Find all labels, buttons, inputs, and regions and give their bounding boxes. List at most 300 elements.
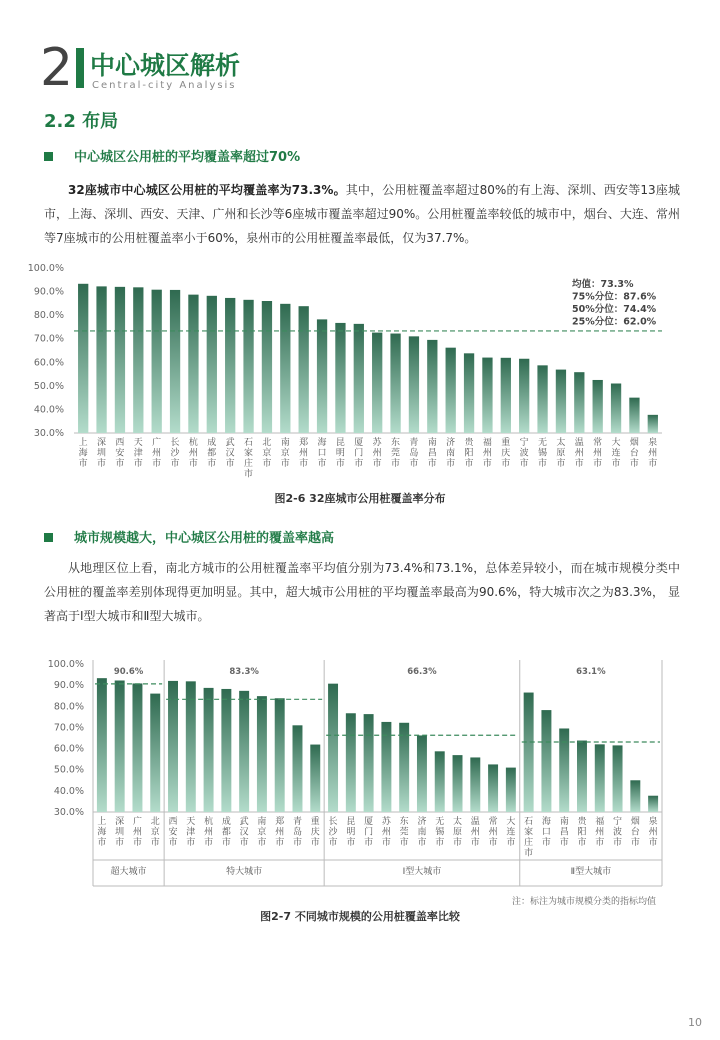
chart2-ytick-label: 100.0%: [47, 659, 84, 670]
chart2-ytick-label: 90.0%: [53, 680, 84, 692]
chart2-bar: [613, 745, 623, 812]
chart2-category-label-char: 口: [541, 827, 551, 838]
chart2-bar: [346, 713, 356, 812]
chart2-category-label-char: 西: [168, 817, 178, 827]
chart2-category-label-char: 市: [381, 838, 391, 848]
chart1-bar: [556, 370, 566, 433]
chart1-category-label-char: 西: [115, 438, 125, 448]
chart2-bar: [97, 678, 107, 812]
chart1-category-label-char: 汉: [225, 448, 235, 459]
chart2-category-label-char: 天: [186, 817, 196, 827]
chart1-category-label-char: 市: [280, 459, 290, 469]
chart1-category-label-char: 市: [372, 459, 382, 469]
chart2-ytick-label: 70.0%: [53, 722, 84, 734]
chart2-category-label-char: 都: [221, 827, 231, 838]
chart1-bar: [611, 384, 621, 434]
chart1-category-label-char: 贵: [464, 438, 474, 448]
chart1-bar: [152, 290, 162, 433]
chart1-category-label-char: 宁: [519, 438, 529, 448]
chart2-category-label-char: 市: [595, 838, 605, 848]
chart2-category-label-char: 海: [97, 827, 107, 838]
chart2-category-label-char: 安: [168, 827, 178, 838]
chart2-bar: [310, 745, 320, 812]
chart2-category-label-char: 无: [435, 817, 445, 827]
chart1-bar: [519, 359, 529, 433]
chart2-category-label-char: 波: [613, 827, 623, 838]
chart2-category-label-char: 市: [310, 838, 320, 848]
chart2-category-label-char: 市: [150, 838, 160, 848]
chart2-category-label-char: 大: [506, 817, 516, 827]
chart2-category-label-char: 家: [524, 827, 534, 838]
chart2-category-label-char: 广: [132, 817, 142, 827]
chart2-category-label-char: 州: [470, 827, 480, 838]
chart2-bar: [186, 681, 196, 812]
chart1-bar: [482, 358, 492, 433]
chart2-bar: [435, 751, 445, 812]
chart1-bar: [501, 358, 511, 433]
chart2-category-label-char: 市: [328, 838, 338, 848]
chart1-category-label-char: 市: [78, 459, 88, 469]
chart1-category-label-char: 津: [133, 448, 143, 459]
chart1-category-label-char: 阳: [464, 448, 474, 459]
chart-coverage-distribution: [0, 255, 720, 487]
chart2-category-label-char: 成: [221, 817, 231, 827]
chart2-bar: [470, 757, 480, 812]
chart2-bar: [115, 680, 125, 812]
chart2-category-label-char: 圳: [115, 827, 125, 838]
chart1-category-label-char: 口: [317, 448, 327, 459]
chart2-category-label-char: 庄: [524, 838, 534, 848]
chart2-category-label-char: 重: [310, 817, 320, 827]
chart2-category-label-char: 市: [292, 838, 302, 848]
chart1-category-label-char: 市: [501, 459, 511, 469]
chart1-category-label-char: 市: [446, 459, 456, 469]
chart2-category-label-char: 门: [364, 827, 374, 838]
chart1-category-label-char: 广: [152, 438, 162, 448]
chart2-ytick-label: 40.0%: [53, 785, 84, 797]
chart1-bar: [372, 333, 382, 433]
block1-paragraph: [44, 178, 680, 250]
chart2-ytick-label: 50.0%: [53, 764, 84, 776]
chart1-bar: [427, 340, 437, 433]
chart2-category-label-char: 州: [595, 827, 605, 838]
chart2-category-label-char: 市: [488, 838, 498, 848]
chart2-category-label-char: 津: [186, 827, 196, 838]
chart1-category-label-char: 市: [611, 459, 621, 469]
chart2-category-label-char: 市: [399, 838, 409, 848]
chart2-category-label-char: 市: [257, 838, 267, 848]
chart1-category-label-char: 州: [593, 448, 603, 459]
chart1-category-label-char: 市: [538, 459, 548, 469]
chart2-category-label-char: 温: [470, 817, 480, 827]
chart2-bar: [506, 768, 516, 812]
chart1-category-label-char: 郑: [299, 438, 309, 448]
chart1-bar: [574, 372, 584, 433]
chart2-category-label-char: 长: [328, 817, 338, 827]
chart2-category-label-char: 市: [417, 838, 427, 848]
chart2-category-label-char: 市: [364, 838, 374, 848]
chart2-bar: [595, 744, 605, 812]
chart2-group-label: Ⅱ型大城市: [570, 867, 612, 877]
chart2-group-mean-label: 90.6%: [113, 667, 144, 677]
chart2-category-label-char: 州: [132, 827, 142, 838]
chart2-category-label-char: 阳: [577, 827, 587, 838]
chart1-stat-label: 75%分位：87.6%: [572, 291, 657, 303]
chart1-bar: [96, 286, 106, 433]
chart2-group-label: 超大城市: [110, 867, 147, 877]
chart1-category-label-char: 石: [244, 438, 254, 448]
chart1-category-label-char: 重: [501, 438, 511, 448]
chart2-category-label-char: 市: [97, 838, 107, 848]
chart1-bar: [188, 295, 198, 433]
chart2-caption: 图2-7 不同城市规模的公用桩覆盖率比较: [260, 910, 460, 923]
chart2-group-label: 特大城市: [226, 867, 263, 877]
chart2-bar: [328, 684, 338, 812]
chart1-stat-label: 25%分位：62.0%: [572, 316, 657, 328]
chart1-category-label-char: 安: [115, 448, 125, 459]
chart1-category-label-char: 庄: [244, 459, 254, 469]
chart2-category-label-char: 昌: [559, 827, 569, 838]
chart1-category-label-char: 无: [538, 438, 548, 448]
section-number: 2: [40, 38, 74, 98]
chart1-bar: [170, 290, 180, 433]
chart1-bar: [409, 336, 419, 433]
chart1-category-label-char: 市: [133, 459, 143, 469]
chart1-ytick-label: 50.0%: [33, 380, 64, 392]
chart2-category-label-char: 台: [630, 827, 640, 838]
chart-coverage-by-city-scale: [0, 650, 720, 890]
chart2-bar: [541, 710, 551, 812]
chart1-bar: [225, 298, 235, 433]
chart1-bar: [354, 324, 364, 433]
chart1-category-label-char: 门: [354, 448, 364, 459]
chart1-category-label-char: 市: [225, 459, 235, 469]
chart2-bar: [559, 728, 569, 812]
chart1-category-label-char: 原: [556, 448, 566, 459]
chart2-category-label-char: 岛: [292, 827, 302, 838]
chart1-category-label-char: 州: [372, 448, 382, 459]
chart2-category-label-char: 石: [524, 817, 534, 827]
chart2-bar: [488, 764, 498, 812]
chart2-category-label-char: 明: [346, 827, 356, 838]
chart2-bar: [399, 723, 409, 812]
chart1-bar: [464, 353, 474, 433]
chart1-category-label-char: 京: [262, 448, 272, 459]
chart2-category-label-char: 州: [275, 827, 285, 838]
chart1-category-label-char: 市: [152, 459, 162, 469]
chart2-category-label-char: 市: [630, 838, 640, 848]
chart2-category-label-char: 市: [239, 838, 249, 848]
chart2-ytick-label: 30.0%: [53, 807, 84, 818]
chart1-category-label-char: 南: [446, 448, 456, 459]
chart2-category-label-char: 市: [506, 838, 516, 848]
chart2-category-label-char: 市: [435, 838, 445, 848]
chart1-bar: [262, 301, 272, 433]
chart1-category-label-char: 明: [335, 448, 345, 459]
chart1-category-label-char: 市: [648, 459, 658, 469]
chart1-category-label-char: 长: [170, 438, 180, 448]
chart1-category-label-char: 家: [244, 448, 254, 459]
bullet-icon: [44, 533, 53, 542]
chart2-category-label-char: 市: [577, 838, 587, 848]
chart1-category-label-char: 温: [574, 438, 584, 448]
chart1-category-label-char: 庆: [501, 448, 511, 459]
chart1-bar: [133, 287, 143, 433]
subsection-title: 2.2 布局: [44, 111, 119, 132]
chart1-category-label-char: 市: [317, 459, 327, 469]
chart2-bar: [453, 755, 463, 812]
chart2-category-label-char: 武: [239, 817, 249, 827]
chart2-category-label-char: 烟: [630, 817, 640, 827]
chart1-ytick-label: 70.0%: [33, 333, 64, 345]
chart1-category-label-char: 市: [482, 459, 492, 469]
chart1-bar: [207, 296, 217, 433]
block1-heading: 中心城区公用桩的平均覆盖率超过70%: [74, 150, 301, 165]
chart1-category-label-char: 泉: [648, 438, 658, 448]
chart2-bar: [150, 694, 160, 812]
chart1-category-label-char: 京: [280, 448, 290, 459]
chart1-stat-label: 50%分位：74.4%: [572, 304, 657, 315]
chart2-category-label-char: 市: [168, 838, 178, 848]
chart1-bar: [78, 284, 88, 433]
chart2-category-label-char: 市: [648, 838, 658, 848]
chart2-category-label-char: 州: [381, 827, 391, 838]
chart2-ytick-label: 80.0%: [53, 701, 84, 713]
chart1-category-label-char: 市: [519, 459, 529, 469]
chart2-ytick-label: 60.0%: [53, 743, 84, 755]
chart1-bar: [299, 306, 309, 433]
chart2-category-label-char: 庆: [310, 827, 320, 838]
bullet-icon: [44, 152, 53, 161]
chart2-category-label-char: 京: [150, 827, 160, 838]
chart1-category-label-char: 市: [574, 459, 584, 469]
chart1-category-label-char: 市: [262, 459, 272, 469]
block2-heading: 城市规模越大，中心城区公用桩的覆盖率越高: [74, 531, 335, 546]
block1-paragraph-rest: 其中，公用桩覆盖率超过80%的有上海、深圳、西安等13座城市，上海、深圳、西安、天津、广州和长沙等6座城市覆盖率超过90%。公用桩覆盖率较低的城市中，烟台、大连、常州等7座城市的公用桩覆盖率小于60%，泉州市的公用桩覆盖率最低，仅为37.7%。: [44, 183, 680, 245]
chart1-category-label-char: 东: [391, 438, 401, 448]
chart2-category-label-char: 上: [97, 817, 107, 827]
chart1-ytick-label: 80.0%: [33, 310, 64, 322]
chart2-group-mean-label: 66.3%: [407, 667, 437, 677]
chart1-category-label-char: 市: [629, 459, 639, 469]
chart2-category-label-char: 市: [221, 838, 231, 848]
chart2-category-label-char: 福: [595, 817, 605, 827]
chart2-category-label-char: 常: [488, 817, 498, 827]
chart2-category-label-char: 宁: [613, 817, 623, 827]
chart2-category-label-char: 南: [559, 817, 569, 827]
chart2-category-label-char: 海: [541, 817, 551, 827]
chart1-bar: [537, 365, 547, 433]
chart1-bar: [390, 334, 400, 433]
block2-paragraph: 从地理区位上看，南北方城市的公用桩覆盖率平均值分别为73.4%和73.1%，总体差异较小，而在城市规模分类中公用桩的覆盖率差别体现得更加明显。其中，超大城市公用桩的平均覆盖率最高为90.6%，特大城市次之为83.3%， 显著高于Ⅰ型大城市和Ⅱ型大城市。: [44, 561, 680, 623]
chart2-bar: [364, 714, 374, 812]
chart1-category-label-char: 州: [648, 448, 658, 459]
chart1-category-label-char: 海: [78, 448, 88, 459]
chart2-bar: [204, 688, 214, 812]
chart1-category-label-char: 市: [391, 459, 401, 469]
chart1-category-label-char: 沙: [170, 448, 180, 459]
chart2-bar: [417, 735, 427, 812]
chart1-category-label-char: 市: [335, 459, 345, 469]
chart1-category-label-char: 青: [409, 438, 419, 448]
chart1-bar: [335, 323, 345, 433]
section-title: 中心城区解析: [90, 51, 241, 80]
chart2-category-label-char: 市: [204, 838, 214, 848]
chart2-category-label-char: 锡: [435, 827, 445, 838]
chart1-category-label-char: 市: [354, 459, 364, 469]
chart1-category-label-char: 州: [188, 448, 198, 459]
chart2-category-label-char: 深: [115, 817, 125, 827]
chart2-category-label-char: 京: [257, 827, 267, 838]
chart2-category-label-char: 济: [417, 817, 427, 827]
chart2-bar: [168, 681, 178, 812]
chart2-category-label-char: 市: [346, 838, 356, 848]
section-subtitle: Central-city Analysis: [92, 80, 237, 91]
chart1-bar: [280, 304, 290, 433]
chart2-category-label-char: 青: [292, 817, 302, 827]
chart1-category-label-char: 深: [97, 438, 107, 448]
chart1-category-label-char: 市: [593, 459, 603, 469]
chart1-ytick-label: 60.0%: [33, 357, 64, 369]
chart1-category-label-char: 波: [519, 448, 529, 459]
chart2-category-label-char: 贵: [577, 817, 587, 827]
page-number: 10: [688, 1016, 702, 1029]
chart1-category-label-char: 都: [207, 448, 217, 459]
chart1-category-label-char: 市: [170, 459, 180, 469]
chart2-category-label-char: 北: [150, 817, 160, 827]
chart2-bar: [630, 780, 640, 812]
chart1-category-label-char: 上: [78, 438, 88, 448]
chart2-category-label-char: 市: [524, 848, 534, 859]
chart1-caption: 图2-6 32座城市公用桩覆盖率分布: [274, 492, 446, 505]
chart2-category-label-char: 市: [186, 838, 196, 848]
chart2-bar: [524, 693, 534, 812]
chart1-category-label-char: 海: [317, 438, 327, 448]
chart2-category-label-char: 州: [488, 827, 498, 838]
chart1-category-label-char: 杭: [188, 438, 198, 448]
chart2-category-label-char: 南: [257, 817, 267, 827]
chart1-category-label-char: 市: [97, 459, 107, 469]
chart2-category-label-char: 连: [506, 827, 516, 838]
chart2-bar: [257, 696, 267, 812]
chart2-category-label-char: 市: [453, 838, 463, 848]
chart2-bar: [293, 725, 303, 812]
chart1-category-label-char: 苏: [372, 438, 382, 448]
chart1-category-label-char: 昌: [427, 448, 437, 459]
chart2-category-label-char: 杭: [204, 817, 214, 827]
chart1-stat-label: 均值：73.3%: [572, 279, 634, 290]
chart1-category-label-char: 武: [225, 438, 235, 448]
chart1-category-label-char: 市: [188, 459, 198, 469]
chart1-bar: [243, 300, 253, 433]
chart1-category-label-char: 烟: [629, 438, 639, 448]
chart2-category-label-char: 苏: [381, 817, 391, 827]
chart2-category-label-char: 汉: [239, 827, 249, 838]
chart2-category-label-char: 沙: [328, 827, 338, 838]
chart2-category-label-char: 州: [204, 827, 214, 838]
chart2-note: 注：标注为城市规模分类的指标均值: [512, 897, 657, 907]
chart2-category-label-char: 东: [399, 817, 409, 827]
chart1-category-label-char: 州: [574, 448, 584, 459]
chart2-bar: [275, 698, 285, 812]
chart2-category-label-char: 市: [132, 838, 142, 848]
chart1-category-label-char: 常: [593, 438, 603, 448]
chart2-bar: [239, 691, 249, 812]
chart1-category-label-char: 大: [611, 438, 621, 448]
chart1-bar: [446, 348, 456, 433]
chart2-bar: [221, 689, 231, 812]
chart2-bar: [648, 796, 658, 812]
chart2-category-label-char: 太: [453, 817, 463, 827]
chart1-bar: [115, 287, 125, 433]
chart2-category-label-char: 莞: [399, 827, 409, 838]
chart2-category-label-char: 南: [417, 827, 427, 838]
chart1-bar: [648, 415, 658, 433]
chart1-category-label-char: 市: [427, 459, 437, 469]
chart2-category-label-char: 市: [559, 838, 569, 848]
chart1-category-label-char: 台: [629, 448, 639, 459]
chart2-category-label-char: 市: [115, 838, 125, 848]
chart1-category-label-char: 州: [482, 448, 492, 459]
chart1-category-label-char: 济: [446, 438, 456, 448]
chart2-category-label-char: 原: [453, 827, 463, 838]
chart1-category-label-char: 福: [482, 438, 492, 448]
chart1-ytick-label: 30.0%: [33, 428, 64, 439]
chart1-category-label-char: 市: [299, 459, 309, 469]
chart2-category-label-char: 市: [541, 838, 551, 848]
chart1-category-label-char: 锡: [538, 448, 548, 459]
chart1-category-label-char: 莞: [391, 448, 401, 459]
chart1-category-label-char: 市: [464, 459, 474, 469]
chart1-ytick-label: 90.0%: [33, 286, 64, 298]
chart1-category-label-char: 昆: [335, 438, 345, 448]
chart1-category-label-char: 天: [133, 438, 143, 448]
chart2-group-mean-label: 63.1%: [576, 667, 606, 677]
chart2-category-label-char: 厦: [364, 817, 374, 827]
chart2-category-label-char: 市: [470, 838, 480, 848]
chart1-category-label-char: 厦: [354, 438, 364, 448]
chart1-category-label-char: 市: [115, 459, 125, 469]
chart1-category-label-char: 连: [611, 448, 621, 459]
chart1-category-label-char: 成: [207, 438, 217, 448]
chart2-group-label: Ⅰ型大城市: [402, 867, 442, 877]
chart1-category-label-char: 市: [556, 459, 566, 469]
chart1-category-label-char: 南: [427, 438, 437, 448]
chart1-category-label-char: 市: [207, 459, 217, 469]
chart1-ytick-label: 100.0%: [27, 263, 64, 274]
chart1-category-label-char: 岛: [409, 448, 419, 459]
chart2-category-label-char: 州: [648, 827, 658, 838]
chart1-category-label-char: 太: [556, 438, 566, 448]
chart1-bar: [593, 380, 603, 433]
chart2-category-label-char: 泉: [648, 817, 658, 827]
section-accent-bar: [76, 48, 84, 88]
chart1-category-label-char: 市: [409, 459, 419, 469]
chart2-bar: [577, 741, 587, 812]
chart2-category-label-char: 市: [613, 838, 623, 848]
block1-paragraph-bold: 32座城市中心城区公用桩的平均覆盖率为73.3%。: [68, 183, 346, 197]
chart1-category-label-char: 南: [280, 438, 290, 448]
chart1-bar: [629, 398, 639, 433]
chart1-category-label-char: 市: [244, 469, 254, 480]
chart1-bar: [317, 319, 327, 433]
chart1-category-label-char: 圳: [97, 448, 107, 459]
chart1-category-label-char: 州: [299, 448, 309, 459]
chart2-category-label-char: 郑: [275, 817, 285, 827]
chart2-group-mean-label: 83.3%: [229, 667, 259, 677]
chart1-category-label-char: 州: [152, 448, 162, 459]
chart1-category-label-char: 北: [262, 438, 272, 448]
